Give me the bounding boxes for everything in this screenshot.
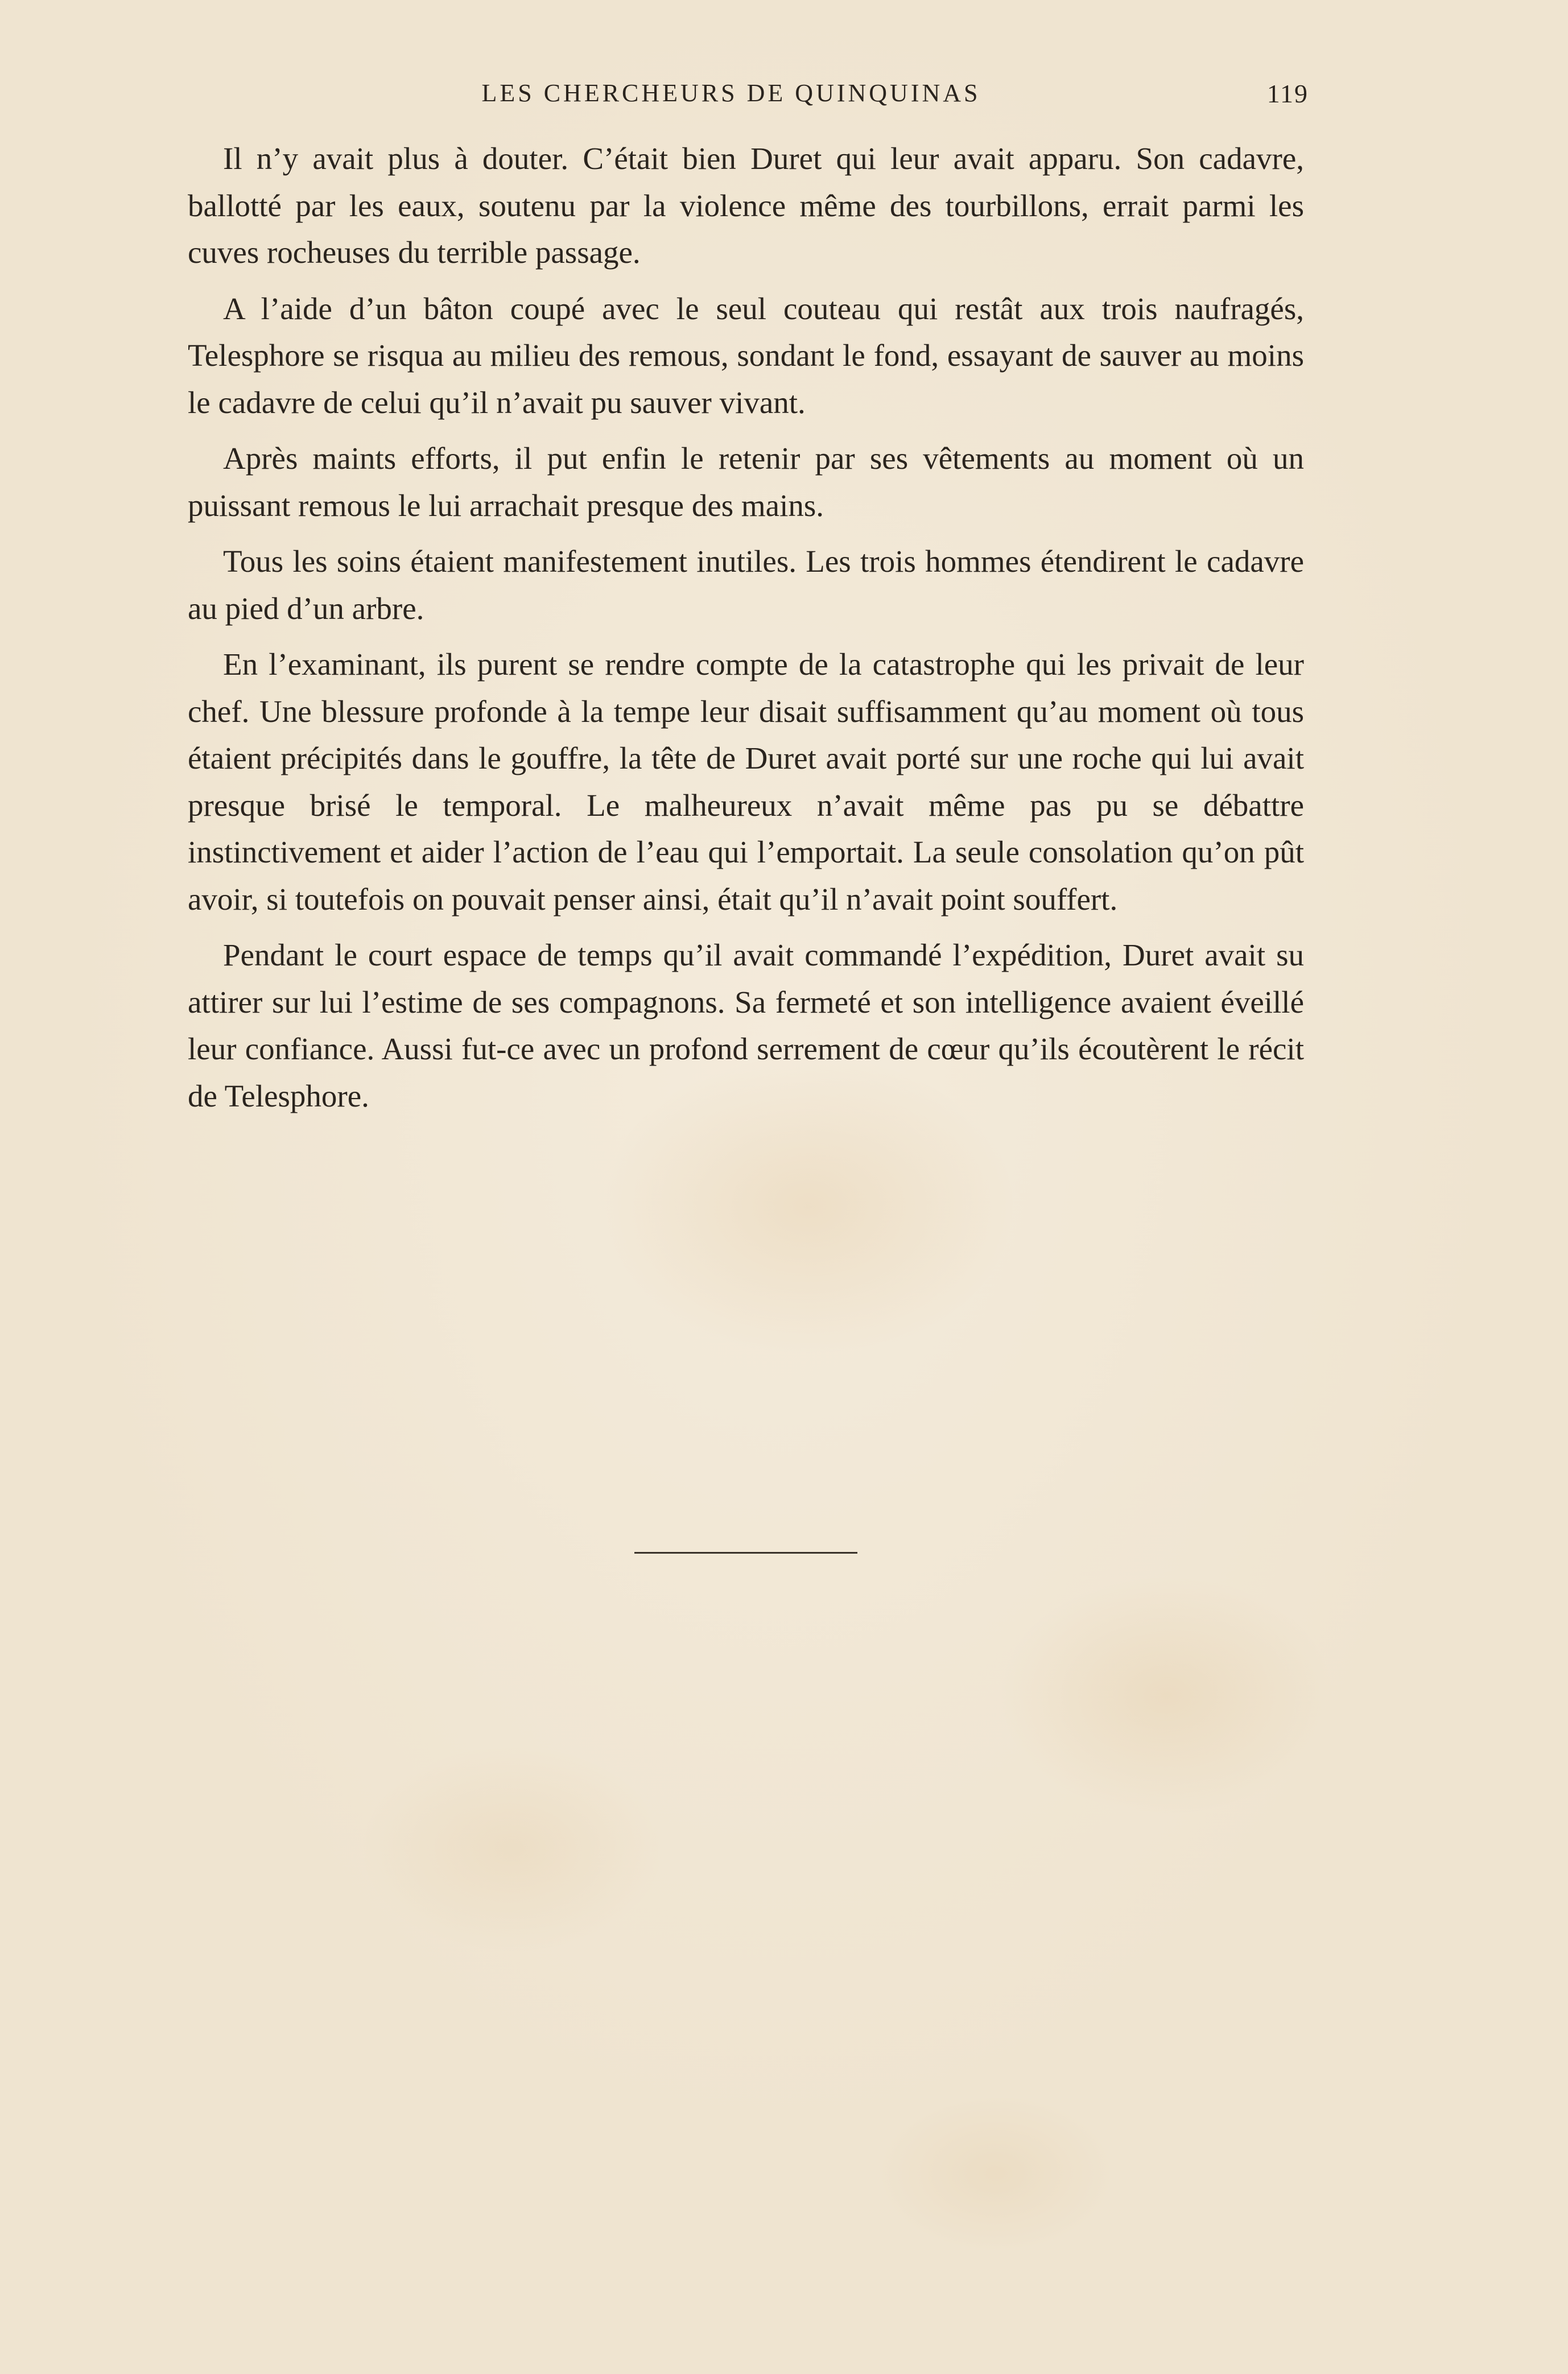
body-text: [188, 135, 1304, 1129]
paragraph: Après maints efforts, il put enfin le retenir par ses vêtements au moment où un puissant remous le lui arrachait presque des mains.: [188, 441, 1304, 523]
paragraph: Pendant le court espace de temps qu’il avait commandé l’expédition, Duret avait su attirer sur lui l’estime de ses compagnons. Sa fermeté et son intelligence avaient éveillé leur confiance. Aussi fut-ce avec un profond serrement de cœur qu’ils écoutèrent le récit de Telesphore.: [188, 938, 1304, 1113]
paragraph: Il n’y avait plus à douter. C’était bien Duret qui leur avait apparu. Son cadavre, ballotté par les eaux, soutenu par la violence même des tourbillons, errait parmi les cuves rocheuses du terrible passage.: [188, 141, 1304, 270]
page-number: 119: [1266, 79, 1309, 108]
running-title: LES CHERCHEURS DE QUINQUINAS: [481, 79, 981, 107]
page-header: [188, 79, 1309, 118]
chapter-end-rule: [634, 1552, 857, 1554]
paragraph: Tous les soins étaient manifestement inutiles. Les trois hommes étendirent le cadavre au pied d’un arbre.: [188, 544, 1304, 626]
paragraph: En l’examinant, ils purent se rendre compte de la catastrophe qui les privait de leur chef. Une blessure profonde à la tempe leur disait suffisamment qu’au moment où tous étaient précipités dans le gouffre, la tête de Duret avait porté sur une roche qui lui avait presque brisé le temporal. Le malheureux n’avait même pas pu se débattre instinctivement et aider l’action de l’eau qui l’emportait. La seule consolation qu’on pût avoir, si toutefois on pouvait penser ainsi, était qu’il n’avait point souffert.: [188, 647, 1304, 916]
paragraph: A l’aide d’un bâton coupé avec le seul couteau qui restât aux trois naufragés, Telesphore se risqua au milieu des remous, sondant le fond, essayant de sauver au moins le cadavre de celui qu’il n’avait pu sauver vivant.: [188, 291, 1304, 420]
